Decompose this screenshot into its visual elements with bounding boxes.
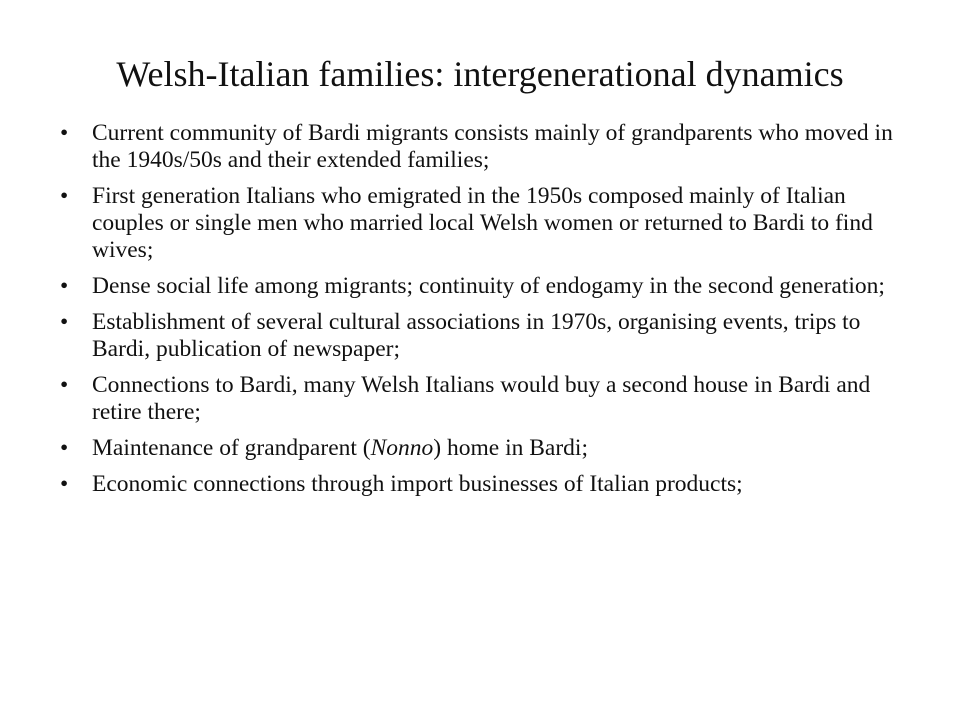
bullet-text: Dense social life among migrants; continuity of endogamy in the second generation; [92, 273, 885, 299]
bullet-item [60, 183, 910, 264]
bullet-marker: • [60, 372, 69, 398]
bullet-item [60, 309, 910, 363]
bullet-marker: • [60, 183, 69, 209]
slide-title: Welsh-Italian families: intergenerational dynamics [116, 54, 844, 94]
bullet-marker: • [60, 273, 69, 299]
bullet-text-after: ) home in Bardi; [433, 435, 588, 461]
bullet-item [60, 372, 910, 426]
bullet-text: Economic connections through import businesses of Italian products; [92, 471, 743, 497]
bullet-marker: • [60, 471, 69, 497]
bullet-item [60, 273, 910, 300]
bullet-text: Current community of Bardi migrants consists mainly of grandparents who moved in the 1940s/50s and their extended families; [92, 120, 893, 173]
bullet-text [92, 435, 588, 461]
bullet-list [60, 120, 910, 507]
bullet-text: First generation Italians who emigrated in the 1950s composed mainly of Italian couples or single men who married local Welsh women or returned to Bardi to find wives; [92, 183, 873, 263]
bullet-item [60, 435, 910, 462]
bullet-item [60, 471, 910, 498]
bullet-marker: • [60, 435, 69, 461]
bullet-text-italic: Nonno [370, 435, 434, 461]
bullet-marker: • [60, 120, 69, 146]
bullet-text-before: Maintenance of grandparent ( [92, 435, 371, 461]
bullet-marker: • [60, 309, 69, 335]
bullet-item [60, 120, 910, 174]
bullet-text: Establishment of several cultural associations in 1970s, organising events, trips to Bardi, publication of newspaper; [92, 309, 861, 362]
bullet-text: Connections to Bardi, many Welsh Italians would buy a second house in Bardi and retire there; [92, 372, 871, 425]
